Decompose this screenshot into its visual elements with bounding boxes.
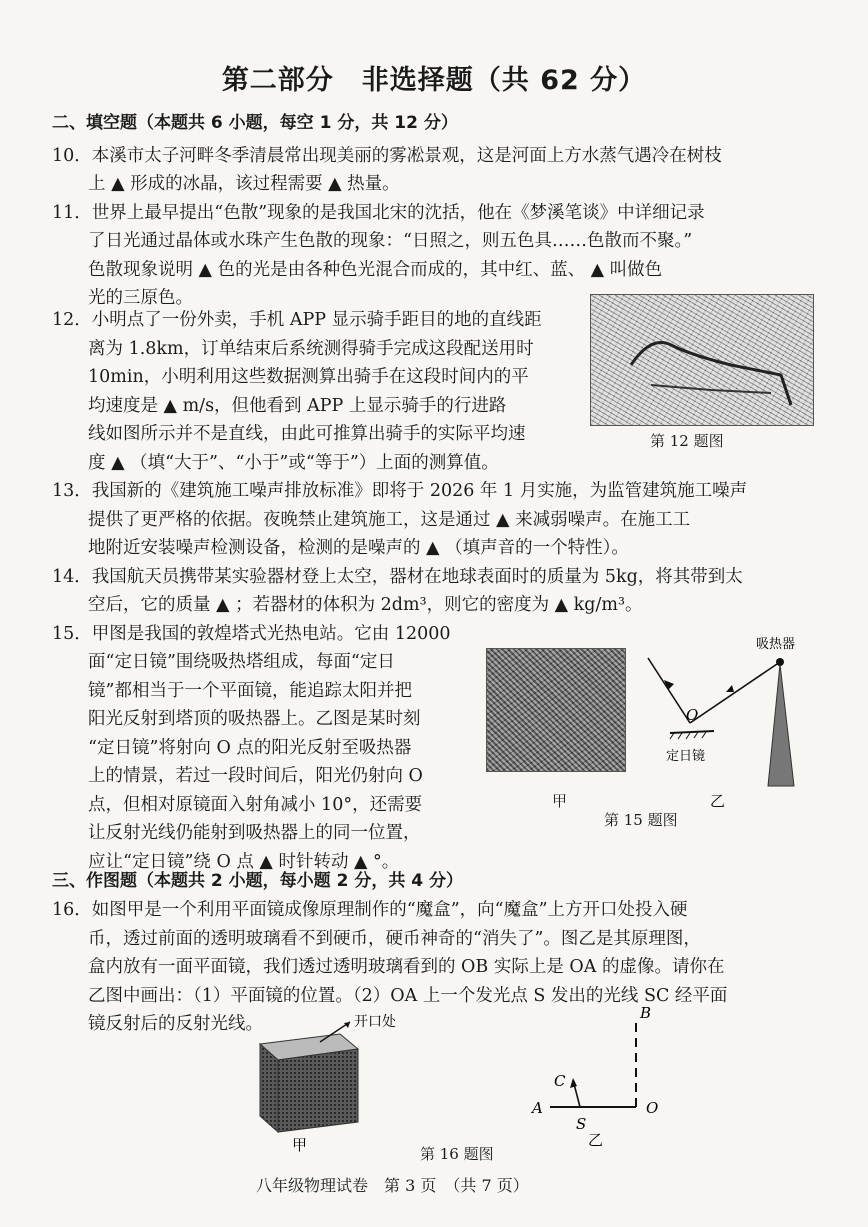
- q10-line-1: 10．本溪市太子河畔冬季清晨常出现美丽的雾凇景观，这是河面上方水蒸气遇冷在树枝: [52, 146, 722, 166]
- q16-line-5: 镜反射后的反射光线。: [88, 1014, 263, 1034]
- point-o-label: O: [686, 706, 699, 724]
- route-path-icon: [591, 295, 813, 425]
- q11-line-1: 11．世界上最早提出“色散”现象的是我国北宋的沈括，他在《梦溪笔谈》中详细记录: [52, 203, 705, 223]
- opening-label: 开口处: [354, 1014, 396, 1030]
- q12-line-1: 12．小明点了一份外卖，手机 APP 显示骑手距目的地的直线距: [52, 310, 542, 330]
- ray-sc-arrow-icon: [570, 1078, 577, 1088]
- fig12-caption: 第 12 题图: [650, 432, 724, 450]
- section-heading-drawing: 三、作图题（本题共 2 小题，每小题 2 分，共 4 分）: [52, 871, 463, 891]
- fig15-label-yi: 乙: [710, 792, 726, 810]
- label-b: B: [640, 1004, 652, 1022]
- q16-line-1: 16．如图甲是一个利用平面镜成像原理制作的“魔盒”，向“魔盒”上方开口处投入硬: [52, 900, 688, 920]
- part-title: 第二部分 非选择题（共 62 分）: [221, 65, 647, 96]
- q13-line-2: 提供了更严格的依据。夜晚禁止建筑施工，这是通过 ▲ 来减弱噪声。在施工工: [88, 510, 691, 530]
- fig15-label-jia: 甲: [552, 792, 568, 810]
- fig16-label-jia: 甲: [292, 1136, 308, 1154]
- fig16-caption: 第 16 题图: [420, 1145, 494, 1163]
- label-c: C: [554, 1072, 566, 1090]
- q12-line-3: 10min，小明利用这些数据测算出骑手在这段时间内的平: [88, 367, 529, 387]
- label-s: S: [576, 1115, 587, 1133]
- q15-line-9: 应让“定日镜”绕 O 点 ▲ 时针转动 ▲ °。: [88, 852, 400, 872]
- q15-line-5: “定日镜”将射向 O 点的阳光反射至吸热器: [88, 738, 412, 758]
- fig16-principle-diagram: [520, 1000, 680, 1150]
- label-a: A: [532, 1099, 543, 1117]
- q16-line-2: 币，透过前面的透明玻璃看不到硬币，硬币神奇的“消失了”。图乙是其原理图，: [88, 929, 701, 949]
- fig16-label-yi: 乙: [588, 1131, 604, 1149]
- q14-line-2: 空后，它的质量 ▲ ；若器材的体积为 2dm³，则它的密度为 ▲ kg/m³。: [88, 595, 643, 615]
- q15-line-7: 点，但相对原镜面入射角减小 10°，还需要: [88, 795, 423, 815]
- fig15-solar-plant-photo: [486, 648, 626, 772]
- q16-line-3: 盒内放有一面平面镜，我们透过透明玻璃看到的 OB 实际上是 OA 的虚像。请你在: [88, 957, 725, 977]
- q13-line-3: 地附近安装噪声检测设备，检测的是噪声的 ▲ （填声音的一个特性）。: [88, 538, 629, 558]
- absorber-label: 吸热器: [756, 637, 796, 652]
- q13-line-1: 13．我国新的《建筑施工噪声排放标准》即将于 2026 年 1 月实施，为监管建筑施工噪声: [52, 481, 748, 501]
- q12-line-4: 均速度是 ▲ m/s，但他看到 APP 上显示骑手的行进路: [88, 396, 507, 416]
- q11-line-3: 色散现象说明 ▲ 色的光是由各种色光混合而成的，其中红、蓝、 ▲ 叫做色: [88, 260, 663, 280]
- reflected-ray: [690, 662, 780, 723]
- q12-line-6: 度 ▲ （填“大于”、“小于”或“等于”）上面的测算值。: [88, 453, 499, 473]
- tower-icon: [768, 664, 794, 786]
- q15-line-4: 阳光反射到塔顶的吸热器上。乙图是某时刻: [88, 709, 421, 729]
- box-front: [278, 1049, 358, 1132]
- q16-line-4: 乙图中画出：（1）平面镜的位置。（2）OA 上一个发光点 S 发出的光线 SC 经平面: [88, 986, 728, 1006]
- q15-line-3: 镜”都相当于一个平面镜，能追踪太阳并把: [88, 681, 412, 701]
- q15-line-8: 让反射光线仍能射到吸热器上的同一位置，: [88, 823, 421, 843]
- box-side: [260, 1044, 278, 1132]
- fig15-caption: 第 15 题图: [604, 811, 678, 829]
- label-o: O: [646, 1099, 659, 1117]
- page-footer: 八年级物理试卷 第 3 页 （共 7 页）: [256, 1176, 529, 1195]
- section-heading-fill-in: 二、填空题（本题共 6 小题，每空 1 分，共 12 分）: [52, 113, 458, 133]
- mirror-label: 定日镜: [666, 749, 706, 764]
- fig12-route-map-image: [590, 294, 814, 426]
- q12-line-5: 线如图所示并不是直线，由此可推算出骑手的实际平均速: [88, 424, 526, 444]
- q10-line-2: 上 ▲ 形成的冰晶，该过程需要 ▲ 热量。: [88, 174, 400, 194]
- mirror-line: [670, 731, 714, 733]
- q11-line-2: 了日光通过晶体或水珠产生色散的现象：“日照之，则五色具……色散而不聚。”: [88, 231, 693, 251]
- q15-line-6: 上的情景，若过一段时间后，阳光仍射向 O: [88, 766, 423, 786]
- incident-ray: [648, 658, 690, 723]
- fig15-reflection-diagram: [630, 628, 830, 818]
- absorber-dot: [776, 658, 784, 666]
- q15-line-1: 15．甲图是我国的敦煌塔式光热电站。它由 12000: [52, 624, 451, 644]
- fig16-magic-box-image: [250, 1004, 450, 1154]
- q14-line-1: 14．我国航天员携带某实验器材登上太空，器材在地球表面时的质量为 5kg，将其带到太: [52, 567, 743, 587]
- q15-line-2: 面“定日镜”围绕吸热塔组成，每面“定日: [88, 652, 395, 672]
- q11-line-4: 光的三原色。: [88, 288, 193, 308]
- q12-line-2: 离为 1.8km，订单结束后系统测得骑手完成这段配送用时: [88, 339, 534, 359]
- reflected-arrow-icon: [726, 685, 734, 692]
